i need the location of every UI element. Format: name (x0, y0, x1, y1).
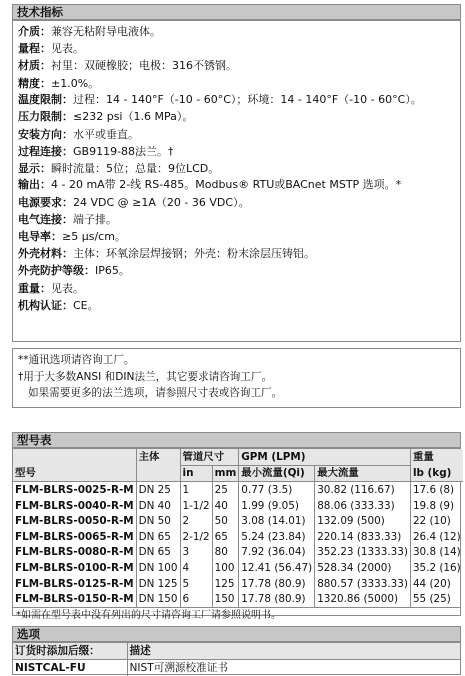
cell-desc: NIST可溯源校准证书 (127, 660, 460, 676)
table-row (13, 545, 463, 561)
options-header-row (13, 643, 460, 660)
cell-weight: 26.4 (12) (410, 529, 462, 545)
cell-model: FLM-BLRS-0050-R-M (13, 513, 136, 529)
options-header: 选项 (12, 626, 461, 642)
cell-mm: 25 (212, 482, 239, 498)
table-row (13, 498, 463, 514)
col-suffix: 订货时添加后缀： (13, 643, 127, 660)
cell-model: FLM-BLRS-0150-R-M (13, 591, 136, 607)
col-gpm: GPM (LPM) (239, 449, 411, 465)
spec-row (18, 211, 457, 228)
cell-mm: 50 (212, 513, 239, 529)
table-row (13, 482, 463, 498)
specs-box (12, 20, 461, 342)
spec-value: 水平或垂直。 (73, 128, 139, 141)
cell-weight: 44 (20) (410, 576, 462, 592)
spec-value: 4 - 20 mA带 2-线 RS-485。Modbus® RTU或BACnet MSTP 选项。* (51, 178, 401, 191)
spec-row (18, 262, 457, 279)
spec-value: ≥5 μs/cm。 (62, 230, 126, 243)
spec-row (18, 143, 457, 160)
col-body: 主体 (136, 449, 180, 465)
spec-value: CE。 (73, 299, 99, 312)
cell-min: 5.24 (23.84) (239, 529, 315, 545)
cell-body: DN 100 (136, 560, 180, 576)
table-row (13, 513, 463, 529)
cell-model: FLM-BLRS-0100-R-M (13, 560, 136, 576)
cell-mm: 40 (212, 498, 239, 514)
spec-value: 衬里：双硬橡胶；电极：316不锈钢。 (51, 59, 237, 72)
spec-value: 见表。 (51, 42, 84, 55)
cell-max: 880.57 (3333.33) (315, 576, 411, 592)
cell-max: 528.34 (2000) (315, 560, 411, 576)
cell-min: 17.78 (80.9) (239, 576, 315, 592)
cell-body: DN 40 (136, 498, 180, 514)
spec-row (18, 245, 457, 262)
spec-label: 重量： (18, 282, 51, 295)
spec-row (18, 280, 457, 297)
cell-body: DN 50 (136, 513, 180, 529)
cell-weight: 19.8 (9) (410, 498, 462, 514)
spec-label: 电气连接： (18, 213, 73, 226)
spec-label: 外壳防护等级： (18, 264, 95, 277)
spec-value: 过程：14 - 140°F（-10 - 60°C）；环境：14 - 140°F（-10 - 60°C）。 (73, 93, 422, 106)
cell-model: FLM-BLRS-0025-R-M (13, 482, 136, 498)
cell-max: 352.23 (1333.33) (315, 545, 411, 561)
cell-model: FLM-BLRS-0080-R-M (13, 545, 136, 561)
cell-in: 1-1/2 (180, 498, 212, 514)
spec-label: 材质： (18, 59, 51, 72)
cell-max: 1320.86 (5000) (315, 591, 411, 607)
col-pipe-in: in (180, 465, 212, 482)
spec-value: 主体：环氧涂层焊接钢；外壳：粉末涂层压铸铝。 (73, 247, 315, 260)
cell-in: 6 (180, 591, 212, 607)
spec-row (18, 92, 457, 109)
table-row (13, 591, 463, 607)
spec-label: 输出： (18, 178, 51, 191)
cell-max: 220.14 (833.33) (315, 529, 411, 545)
cell-min: 1.99 (9.05) (239, 498, 315, 514)
spec-label: 机构认证： (18, 299, 73, 312)
spec-value: ≤232 psi（1.6 MPa）。 (73, 110, 193, 123)
cell-in: 2 (180, 513, 212, 529)
table-row (13, 576, 463, 592)
note-flange: †用于大多数ANSI 和DIN法兰，其它要求请咨询工厂。 (18, 369, 457, 386)
cell-mm: 65 (212, 529, 239, 545)
note-comm: **通讯选项请咨询工厂。 (18, 352, 457, 369)
col-min: 最小流量(Qi) (239, 465, 315, 482)
spec-row (18, 40, 457, 57)
cell-body: DN 65 (136, 529, 180, 545)
cell-model: FLM-BLRS-0125-R-M (13, 576, 136, 592)
cell-suffix: NISTCAL-FU (13, 660, 127, 676)
cell-body: DN 65 (136, 545, 180, 561)
spec-value: 24 VDC @ ≥1A（20 - 36 VDC）。 (73, 196, 250, 209)
cell-min: 12.41 (56.47) (239, 560, 315, 576)
cell-in: 1 (180, 482, 212, 498)
cell-min: 3.08 (14.01) (239, 513, 315, 529)
spec-value: GB9119-88法兰。† (73, 145, 174, 158)
cell-in: 3 (180, 545, 212, 561)
cell-weight: 22 (10) (410, 513, 462, 529)
table-header-row (13, 449, 463, 465)
cell-min: 0.77 (3.5) (239, 482, 315, 498)
col-pipe: 管道尺寸 (180, 449, 239, 465)
spec-label: 温度限制： (18, 93, 73, 106)
spec-row (18, 177, 457, 194)
spec-value: 端子排。 (73, 213, 117, 226)
cell-weight: 35.2 (16) (410, 560, 462, 576)
spec-label: 外壳材料： (18, 247, 73, 260)
spec-label: 介质： (18, 25, 51, 38)
spec-label: 精度： (18, 77, 51, 90)
cell-max: 88.06 (333.33) (315, 498, 411, 514)
spec-label: 电源要求： (18, 196, 73, 209)
table-row (13, 560, 463, 576)
col-model: 型号 (13, 465, 136, 482)
spec-label: 压力限制： (18, 110, 73, 123)
col-pipe-mm: mm (212, 465, 239, 482)
cell-mm: 100 (212, 560, 239, 576)
cell-mm: 125 (212, 576, 239, 592)
cell-in: 5 (180, 576, 212, 592)
col-model-blank (13, 449, 136, 465)
spec-row (18, 23, 457, 40)
spec-value: 兼容无粘附导电液体。 (51, 25, 161, 38)
spec-row (18, 75, 457, 92)
cell-mm: 150 (212, 591, 239, 607)
spec-value: ±1.0%。 (51, 77, 99, 90)
cell-weight: 55 (25) (410, 591, 462, 607)
specs-notes (12, 348, 461, 408)
options-table (12, 642, 461, 675)
cell-min: 7.92 (36.04) (239, 545, 315, 561)
table-row (13, 529, 463, 545)
specs-header: 技术指标 (12, 4, 461, 20)
spec-label: 过程连接： (18, 145, 73, 158)
table-header-row (13, 465, 463, 482)
cell-max: 30.82 (116.67) (315, 482, 411, 498)
spec-row (18, 57, 457, 74)
cell-weight: 17.6 (8) (410, 482, 462, 498)
model-table-footnote: *如需在型号表中没有列出的尺寸请咨询工厂请参照说明书。 (13, 607, 460, 624)
spec-value: 瞬时流量：5位；总量：9位LCD。 (51, 162, 219, 175)
col-desc: 描述 (127, 643, 460, 660)
cell-weight: 30.8 (14) (410, 545, 462, 561)
note-more-flange: 如果需要更多的法兰选项，请参照尺寸表或咨询工厂。 (18, 385, 457, 402)
spec-value: IP65。 (95, 264, 130, 277)
model-table (12, 448, 461, 616)
cell-model: FLM-BLRS-0040-R-M (13, 498, 136, 514)
cell-model: FLM-BLRS-0065-R-M (13, 529, 136, 545)
spec-row (18, 108, 457, 125)
spec-value: 见表。 (51, 282, 84, 295)
cell-body: DN 150 (136, 591, 180, 607)
cell-mm: 80 (212, 545, 239, 561)
cell-max: 132.09 (500) (315, 513, 411, 529)
col-weight: 重量 (410, 449, 462, 465)
spec-row (18, 297, 457, 314)
spec-label: 显示： (18, 162, 51, 175)
spec-row (18, 126, 457, 143)
col-max: 最大流量 (315, 465, 411, 482)
col-weight-unit: lb (kg) (410, 465, 462, 482)
cell-body: DN 125 (136, 576, 180, 592)
spec-row (18, 160, 457, 177)
col-body-blank (136, 465, 180, 482)
cell-min: 17.78 (80.9) (239, 591, 315, 607)
spec-row (18, 194, 457, 211)
table-row (13, 660, 460, 676)
cell-in: 4 (180, 560, 212, 576)
spec-label: 电导率： (18, 230, 62, 243)
cell-body: DN 25 (136, 482, 180, 498)
spec-row (18, 228, 457, 245)
cell-in: 2-1/2 (180, 529, 212, 545)
spec-label: 安装方向： (18, 128, 73, 141)
spec-label: 量程： (18, 42, 51, 55)
model-table-header: 型号表 (12, 432, 461, 448)
